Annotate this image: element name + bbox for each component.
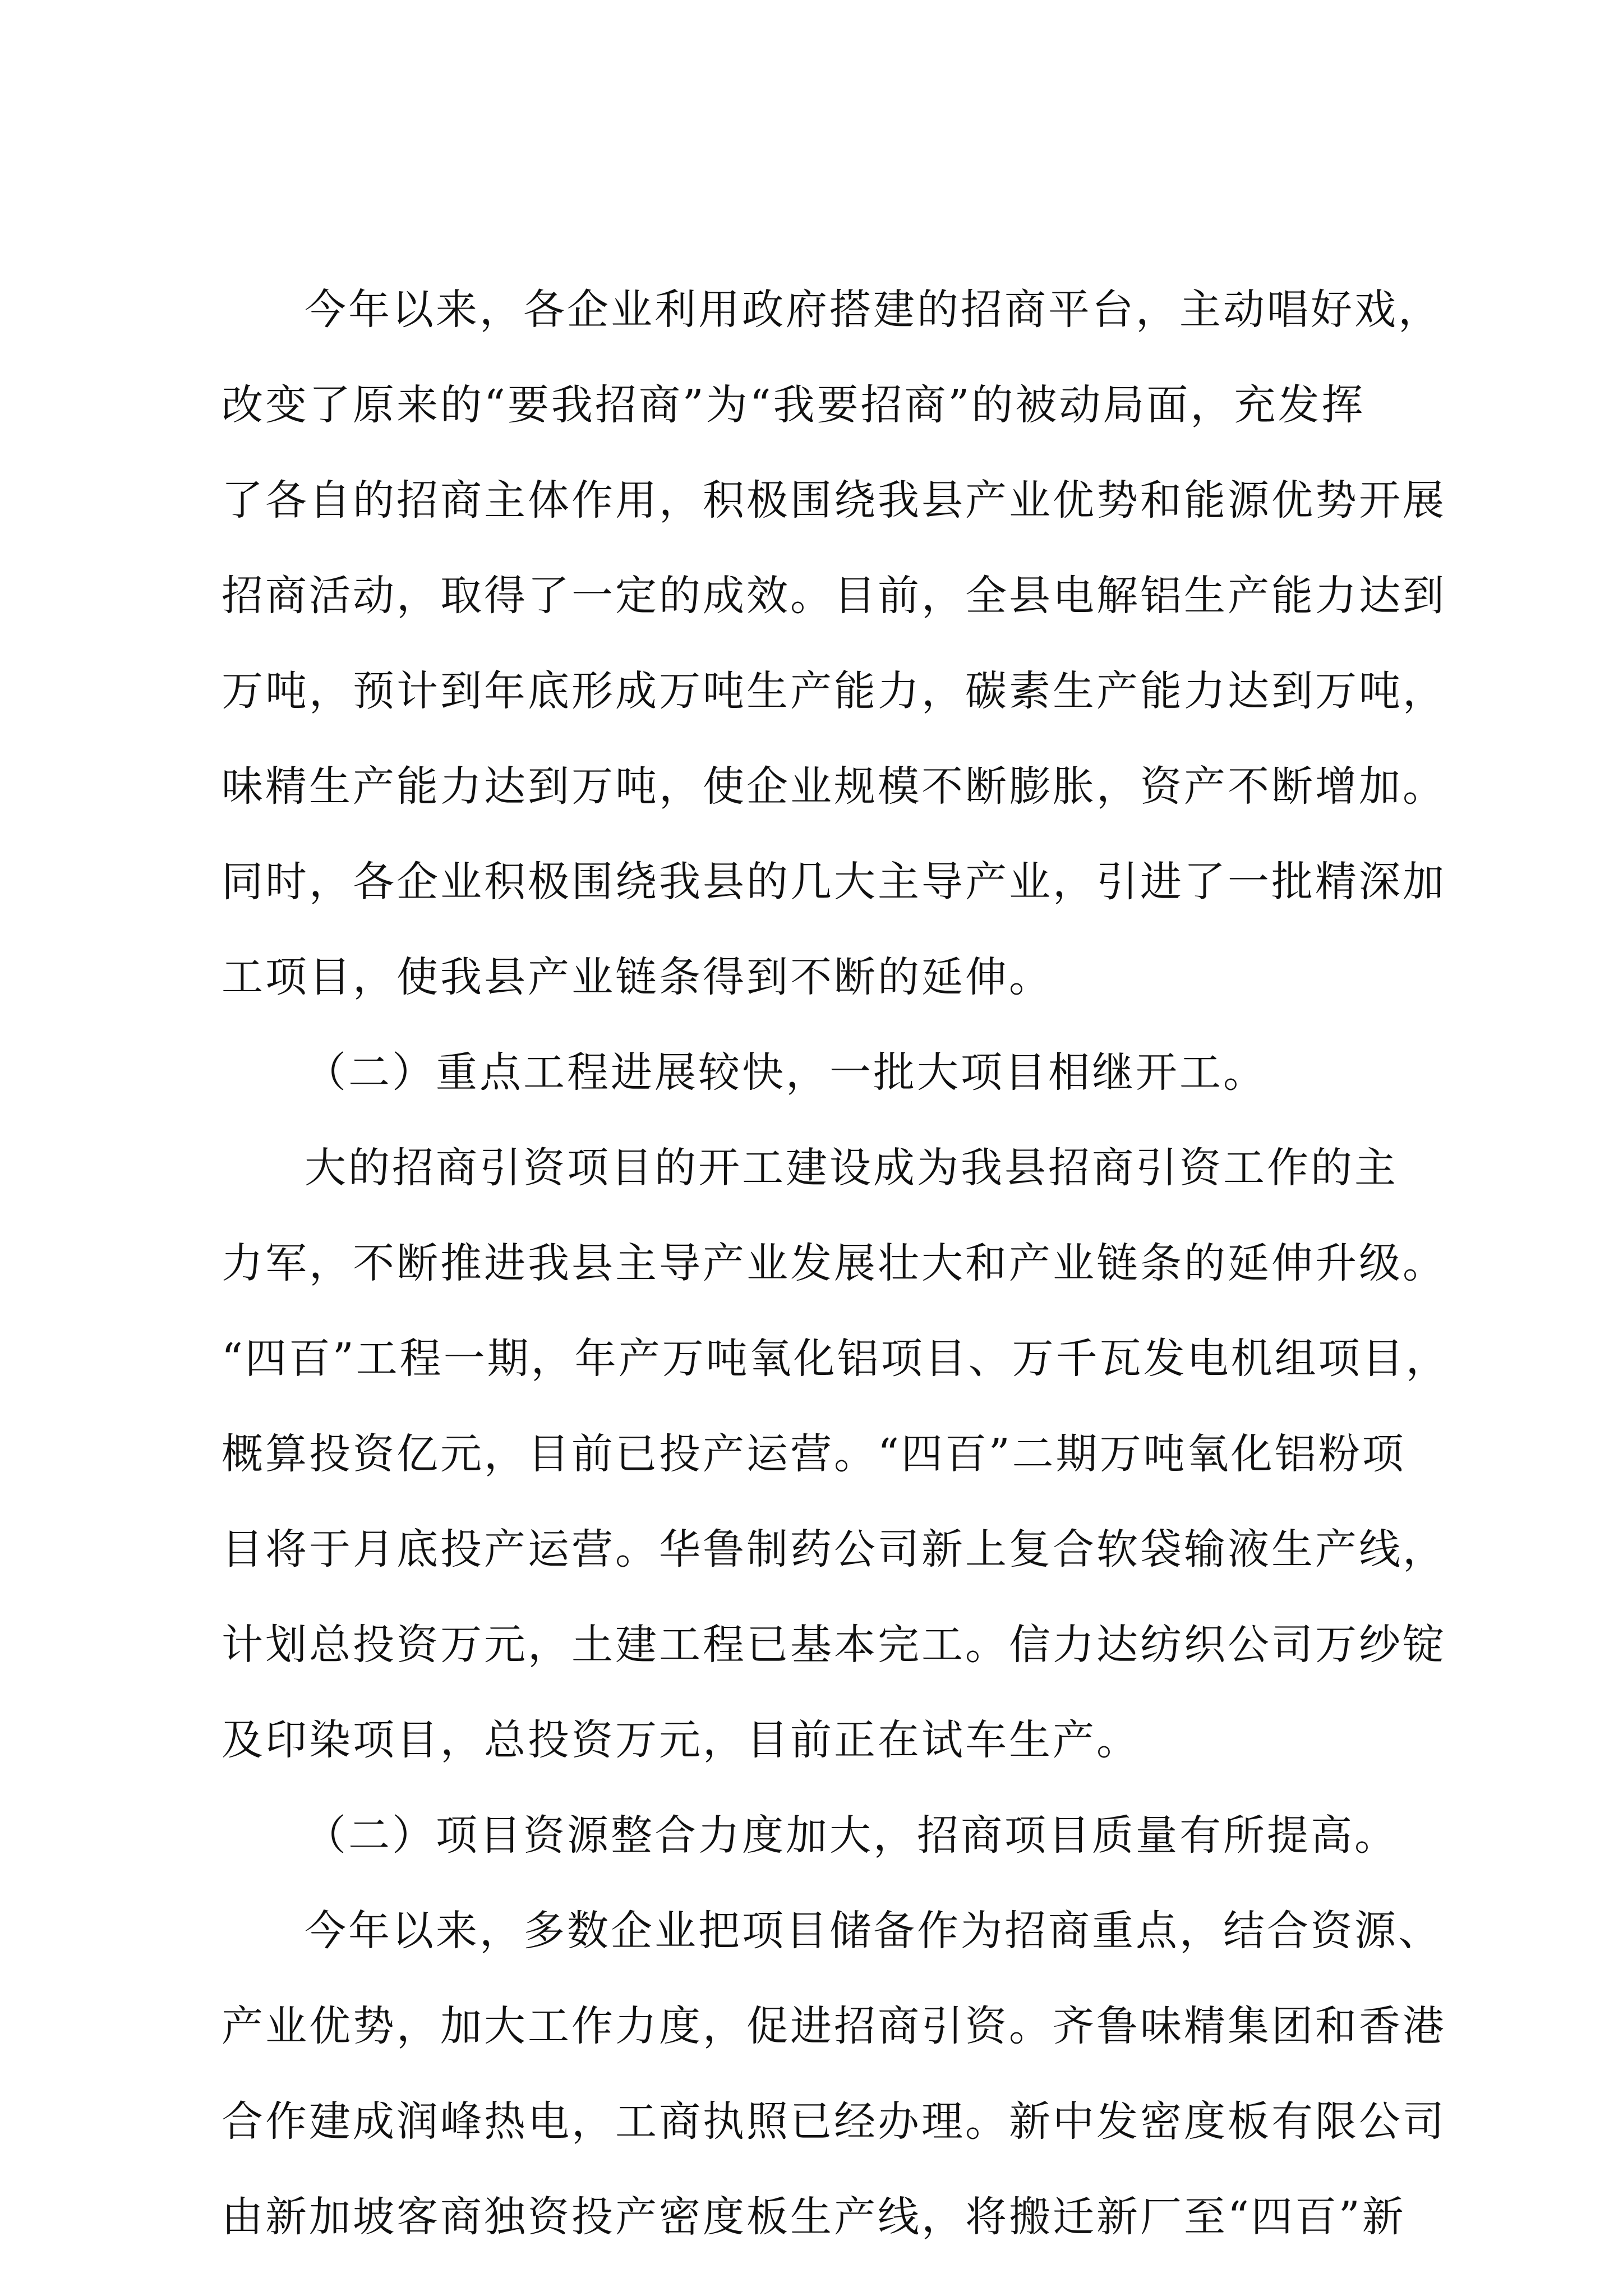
paragraph-line: 合作建成润峰热电，工商执照已经办理。新中发密度板有限公司 [222,2097,1446,2146]
paragraph-line: 改变了原来的“要我招商”为“我要招商”的被动局面，充发挥 [222,381,1366,429]
paragraph-line: 及印染项目，总投资万元，目前正在试车生产。 [222,1716,1140,1764]
section-heading: （二）重点工程进展较快，一批大项目相继开工。 [305,1048,1267,1097]
paragraph-line: 工项目，使我县产业链条得到不断的延伸。 [222,953,1053,1001]
paragraph-line: 概算投资亿元，目前已投产运营。“四百”二期万吨氧化铝粉项 [222,1430,1406,1478]
paragraph-line: 了各自的招商主体作用，积极围绕我县产业优势和能源优势开展 [222,476,1446,524]
paragraph-line: 计划总投资万元，土建工程已基本完工。信力达纺织公司万纱锭 [222,1621,1446,1669]
paragraph-line: 今年以来，多数企业把项目储备作为招商重点，结合资源、 [305,1907,1442,1955]
paragraph-line: 力军，不断推进我县主导产业发展壮大和产业链条的延伸升级。 [222,1239,1446,1287]
paragraph-line: “四百”工程一期，年产万吨氧化铝项目、万千瓦发电机组项目， [222,1335,1450,1383]
paragraph-line: 今年以来，各企业利用政府搭建的招商平台，主动唱好戏， [305,286,1442,334]
paragraph-line: 招商活动，取得了一定的成效。目前，全县电解铝生产能力达到 [222,572,1446,620]
paragraph-line: 由新加坡客商独资投产密度板生产线，将搬迁新厂至“四百”新 [222,2193,1406,2241]
paragraph-line: 目将于月底投产运营。华鲁制药公司新上复合软袋输液生产线， [222,1525,1446,1573]
paragraph-line: 产业优势，加大工作力度，促进招商引资。齐鲁味精集团和香港 [222,2002,1446,2050]
paragraph-line: 味精生产能力达到万吨，使企业规模不断膨胀，资产不断增加。 [222,762,1446,811]
paragraph-line: 同时，各企业积极围绕我县的几大主导产业，引进了一批精深加 [222,858,1446,906]
paragraph-line: 万吨，预计到年底形成万吨生产能力，碳素生产能力达到万吨， [222,667,1446,715]
paragraph-line: 大的招商引资项目的开工建设成为我县招商引资工作的主 [305,1144,1398,1192]
section-heading: （二）项目资源整合力度加大，招商项目质量有所提高。 [305,1811,1398,1860]
